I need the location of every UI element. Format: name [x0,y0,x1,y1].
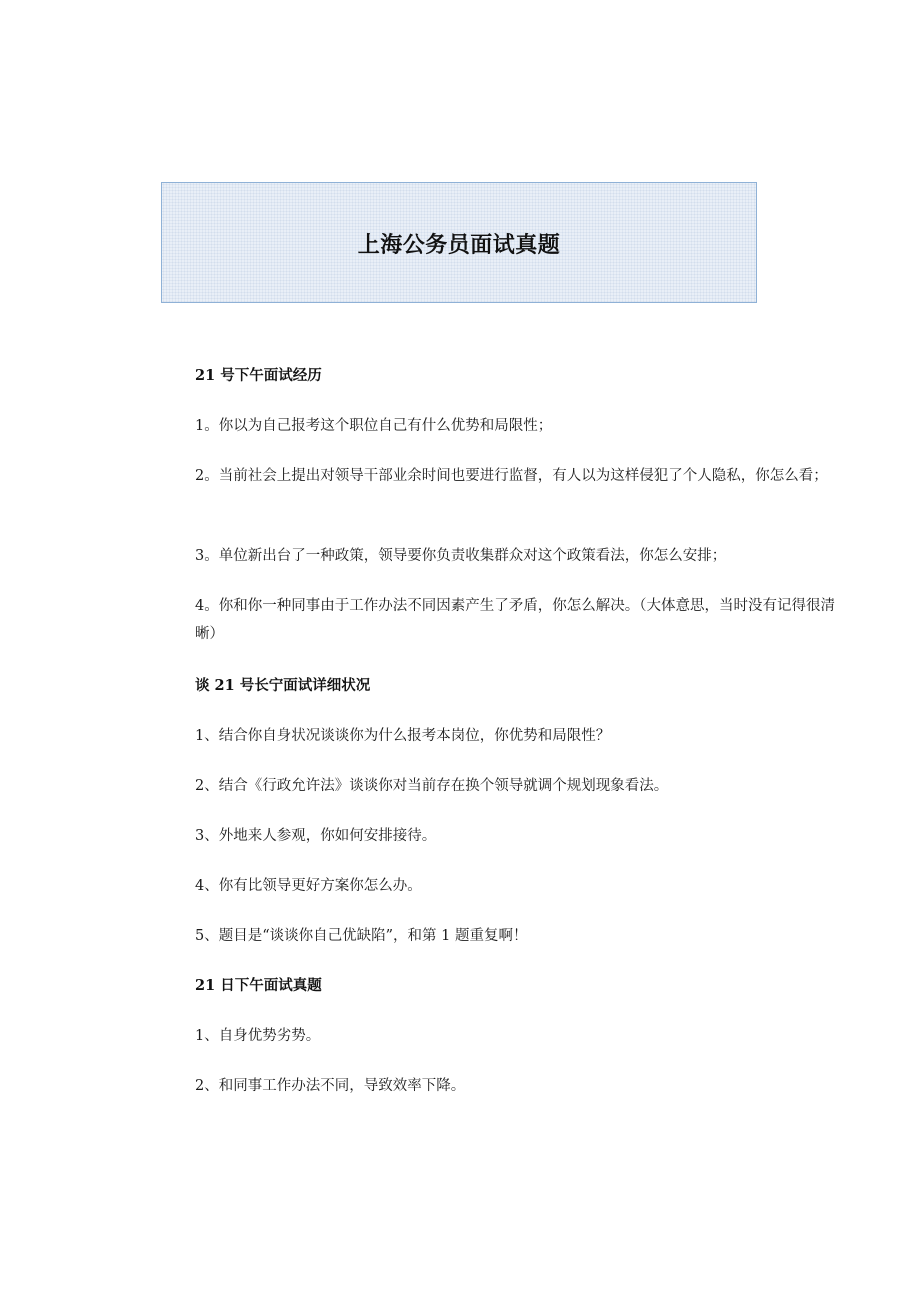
question-item: 2、结合《行政允许法》谈谈你对当前存在换个领导就调个规划现象看法。 [195,778,669,794]
question-item: 1、自身优势劣势。 [195,1028,321,1044]
question-item: 4。你和你一种同事由于工作办法不同因素产生了矛盾，你怎么解决。（大体意思，当时没有记得很清晰） [195,598,835,642]
section-heading: 21 日下午面试真题 [195,977,322,994]
question-item: 5、题目是“谈谈你自己优缺陷”，和第 1 题重复啊！ [195,928,528,944]
question-item: 4、你有比领导更好方案你怎么办。 [195,878,422,894]
question-item: 1、结合你自身状况谈谈你为什么报考本岗位，你优势和局限性？ [195,728,611,744]
question-item: 1。你以为自己报考这个职位自己有什么优势和局限性； [195,418,553,434]
question-item: 2、和同事工作办法不同，导致效率下降。 [195,1078,466,1094]
question-item: 2。当前社会上提出对领导干部业余时间也要进行监督，有人以为这样侵犯了个人隐私，你怎么看； [195,468,828,484]
document-title: 上海公务员面试真题 [357,233,561,258]
question-item: 3、外地来人参观，你如何安排接待。 [195,828,437,844]
section-heading: 21 号下午面试经历 [195,367,322,384]
question-item: 3。单位新出台了一种政策，领导要你负责收集群众对这个政策看法，你怎么安排； [195,548,727,564]
section-heading: 谈 21 号长宁面试详细状况 [195,677,371,694]
title-banner [161,182,757,303]
